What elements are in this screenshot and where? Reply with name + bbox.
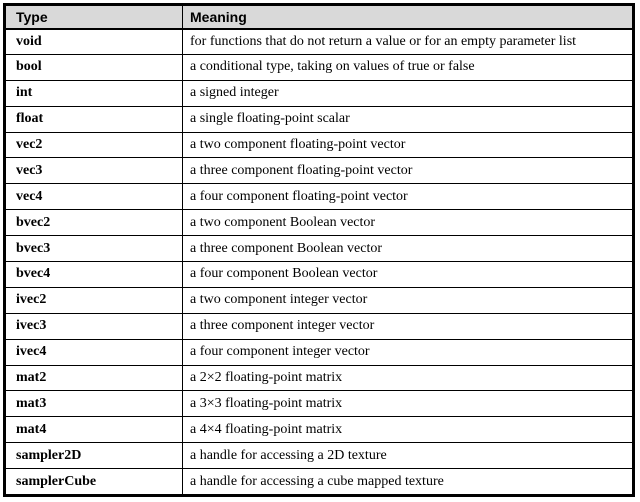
meaning-cell: a four component floating-point vector	[183, 184, 633, 210]
meaning-cell: a two component Boolean vector	[183, 210, 633, 236]
table-row	[6, 54, 633, 80]
type-cell: bool	[6, 54, 183, 80]
table-row	[6, 443, 633, 469]
type-cell: float	[6, 106, 183, 132]
type-cell: mat2	[6, 365, 183, 391]
type-cell: bvec3	[6, 236, 183, 262]
type-cell: mat4	[6, 417, 183, 443]
table-row	[6, 262, 633, 288]
table-row	[6, 417, 633, 443]
meaning-column-header: Meaning	[183, 6, 633, 29]
table-row	[6, 391, 633, 417]
data-types-table	[5, 5, 633, 495]
type-cell: samplerCube	[6, 469, 183, 495]
type-cell: mat3	[6, 391, 183, 417]
header-row	[6, 6, 633, 29]
table-row	[6, 287, 633, 313]
meaning-cell: a four component integer vector	[183, 339, 633, 365]
table-row	[6, 469, 633, 495]
meaning-cell: a 3×3 floating-point matrix	[183, 391, 633, 417]
meaning-cell: a four component Boolean vector	[183, 262, 633, 288]
table-row	[6, 184, 633, 210]
type-cell: vec3	[6, 158, 183, 184]
meaning-cell: a handle for accessing a cube mapped texture	[183, 469, 633, 495]
table-row	[6, 236, 633, 262]
table-row	[6, 313, 633, 339]
type-cell: sampler2D	[6, 443, 183, 469]
meaning-cell: a conditional type, taking on values of true or false	[183, 54, 633, 80]
type-cell: bvec4	[6, 262, 183, 288]
table-row	[6, 210, 633, 236]
table-row	[6, 365, 633, 391]
type-cell: ivec2	[6, 287, 183, 313]
meaning-cell: a 2×2 floating-point matrix	[183, 365, 633, 391]
meaning-cell: a single floating-point scalar	[183, 106, 633, 132]
meaning-cell: a three component floating-point vector	[183, 158, 633, 184]
meaning-cell: a handle for accessing a 2D texture	[183, 443, 633, 469]
meaning-cell: a three component Boolean vector	[183, 236, 633, 262]
table-row	[6, 339, 633, 365]
type-cell: ivec3	[6, 313, 183, 339]
table-row	[6, 158, 633, 184]
type-column-header: Type	[6, 6, 183, 29]
meaning-cell: a two component integer vector	[183, 287, 633, 313]
table-body	[6, 29, 633, 495]
data-types-table-container	[3, 3, 635, 497]
type-cell: bvec2	[6, 210, 183, 236]
meaning-cell: a signed integer	[183, 80, 633, 106]
type-cell: ivec4	[6, 339, 183, 365]
table-row	[6, 132, 633, 158]
meaning-cell: a two component floating-point vector	[183, 132, 633, 158]
table-row	[6, 106, 633, 132]
meaning-cell: for functions that do not return a value or for an empty parameter list	[183, 29, 633, 55]
table-row	[6, 80, 633, 106]
meaning-cell: a three component integer vector	[183, 313, 633, 339]
type-cell: vec4	[6, 184, 183, 210]
type-cell: vec2	[6, 132, 183, 158]
type-cell: int	[6, 80, 183, 106]
type-cell: void	[6, 29, 183, 55]
table-row	[6, 29, 633, 55]
meaning-cell: a 4×4 floating-point matrix	[183, 417, 633, 443]
table-header	[6, 6, 633, 29]
